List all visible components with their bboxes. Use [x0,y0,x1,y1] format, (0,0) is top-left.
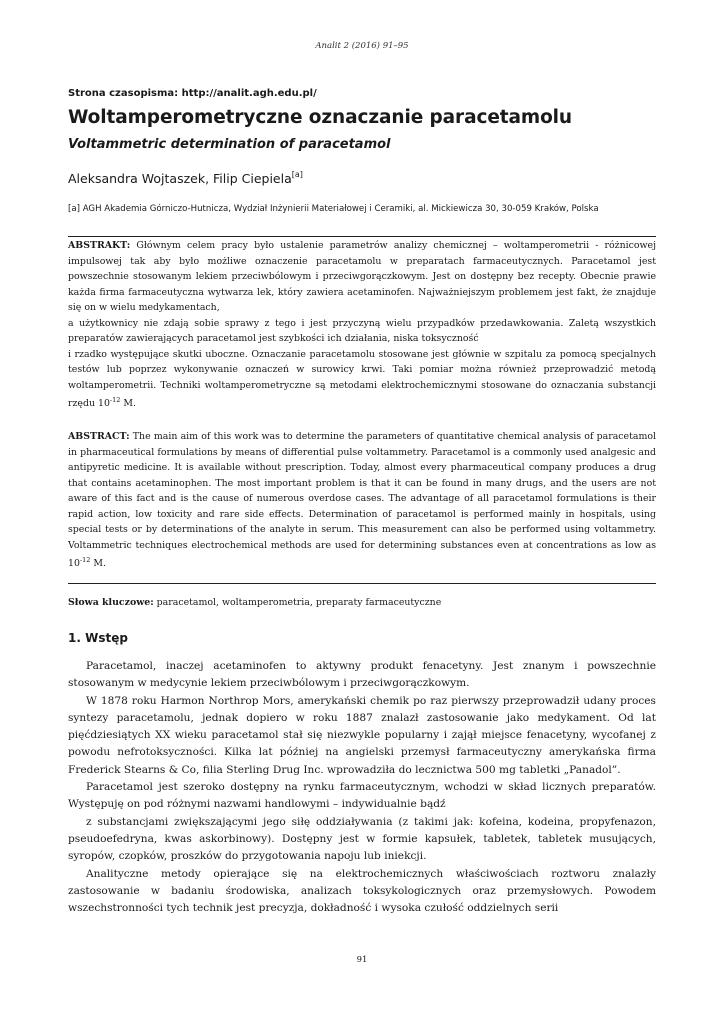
abstract-polish [68,238,656,412]
body-paragraph-3: Paracetamol jest szeroko dostępny na rynku farmaceutycznym, wchodzi w skład licznych preparatów. Występuję on pod różnymi nazwami handlowymi – indywidualnie bądź [68,781,656,811]
abstract-polish-text-1: Głównym celem pracy było ustalenie parametrów analizy chemicznej – woltamperometrii - różnicowej impulsowej tak aby było możliwe oznaczenie paracetamolu w preparatach farmaceutycznych. Paracetamol jest powszechnie stosowanym lekiem przeciwbólowym i przeciwgorączkowym. Jest on dostępny bez recepty. Obecnie prawie każda firma farmaceutyczna wytwarza lek, który zawiera acetaminofen. Najważniejszym problemem jest fakt, że znajduje się on w wielu medykamentach, [68,240,656,313]
abstract-english-text: The main aim of this work was to determine the parameters of quantitative chemical analysis of paracetamol in pharmaceutical formulations by means of differential pulse voltammetry. Paracetamol is a commonly used analgesic and antipyretic medicine. It is available without prescription. Today, almost every pharmaceutical company produces a drug that contains acetaminophen. The most important problem is that it can be found in many drugs, and the users are not aware of this fact and is the cause of numerous overdose cases. The advantage of all paracetamol formulations is their rapid action, low toxicity and rare side effects. Determination of paracetamol is performed mainly in hospitals, using special tests or by determinations of the analyte in serum. This measurement can also be performed using voltammetry. Voltammetric techniques electrochemical methods are used for determining substances even at concentrations as low as 10 [68,431,656,569]
body-paragraph-2: W 1878 roku Harmon Northrop Mors, amerykański chemik po raz pierwszy przeprowadził udany proces syntezy paracetamolu, jednak dopiero w roku 1887 znalazł zastosowanie jako medykament. Od lat pięćdziesiątych XX wieku paracetamol stał się niezwykle popularny i zajął miejsce fenacetyny, wycofanej z powodu nefrotoksyczności. Kilka lat później na angielski przemysł farmaceutyczny amerykańska firma Frederick Stearns & Co, filia Sterling Drug Inc. wprowadziła do lecznictwa 500 mg tabletki „Panadol”. [68,694,656,776]
abstract-polish-tail: M. [120,398,136,409]
authors [68,170,303,186]
body-paragraph-1: Paracetamol, inaczej acetaminofen to aktywny produkt fenacetyny. Jest znanym i powszechnie stosowanym w medycynie lekiem przeciwbólowym i przeciwgorączkowym. [68,660,656,690]
affiliation: [a] AGH Akademia Górniczo-Hutnicza, Wydział Inżynierii Materiałowej i Ceramiki, al. Mickiewicza 30, 30-059 Kraków, Polska [68,204,599,214]
journal-website: Strona czasopisma: http://analit.agh.edu.pl/ [68,88,317,99]
keywords-label: Słowa kluczowe: [68,597,154,608]
abstract-polish-text-2: a użytkownicy nie zdają sobie sprawy z tego i jest przyczyną wielu przypadków przedawkowania. Zaletą wszystkich preparatów zawierających paracetamol jest szybkości ich działania, niska toksyczność [68,317,656,344]
paper-title: Woltamperometryczne oznaczanie paracetamolu [68,107,572,128]
paper-subtitle: Voltammetric determination of paracetamol [68,137,391,152]
abstract-english-label: ABSTRACT: [68,431,130,442]
section-heading: 1. Wstęp [68,631,128,645]
body-text [68,658,656,917]
journal-header: Analit 2 (2016) 91–95 [315,41,409,51]
keywords [68,597,441,608]
author-names: Aleksandra Wojtaszek, Filip Ciepiela [68,171,292,186]
author-affiliation-mark: [a] [291,170,303,179]
abstract-english-exponent: -12 [79,556,91,564]
bottom-divider [68,583,656,584]
abstract-english-tail: M. [90,558,106,569]
abstract-polish-label: ABSTRAKT: [68,240,131,251]
keywords-text: paracetamol, woltamperometria, preparaty farmaceutyczne [153,597,442,608]
abstract-polish-text-3: i rzadko występujące skutki uboczne. Oznaczanie paracetamolu stosowane jest głównie w szpitalu za pomocą specjalnych testów lub poprzez wykonywanie oznaczeń w surowicy krwi. Taki pomiar można również przeprowadzić metodą woltamperometrii. Techniki woltamperometryczne są metodami elektrochemicznymi stosowane do oznaczania substancji rzędu 10 [68,348,656,409]
top-divider [68,236,656,237]
body-paragraph-5: Analityczne metody opierające się na elektrochemicznych właściwościach roztworu znalazły zastosowanie w badaniu środowiska, analizach toksykologicznych oraz przemysłowych. Powodem wszechstronności tych technik jest precyzja, dokładność i wysoka czułość oddzielnych serii [68,867,656,915]
abstract-polish-exponent: -12 [109,396,121,404]
page-number: 91 [356,955,368,965]
abstract-english [68,429,656,572]
paper-page [68,0,656,1024]
body-paragraph-4: z substancjami zwiększającymi jego siłę oddziaływania (z takimi jak: kofeina, kodeina, propyfenazon, pseudoefedryna, kwas askorbinowy). Dostępny jest w formie kapsułek, tabletek, tabletek musujących, syropów, czopków, proszków do przygotowania napoju lub iniekcji. [68,815,656,863]
